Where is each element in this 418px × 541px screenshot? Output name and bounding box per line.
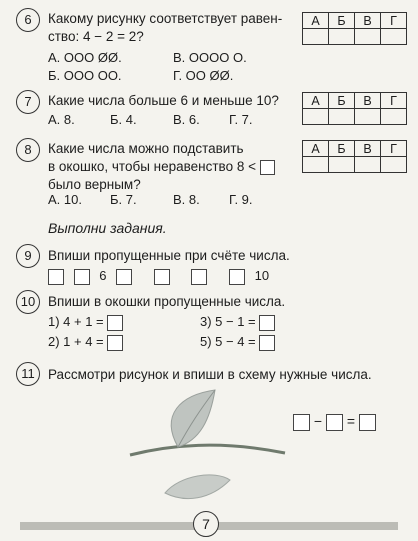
option-b: Б. ООО ОО. xyxy=(48,68,122,83)
equation: 5) 5 − 4 = xyxy=(200,334,275,351)
answer-box[interactable] xyxy=(229,269,245,285)
answer-header-v: В xyxy=(355,13,381,29)
answer-box[interactable] xyxy=(259,315,275,331)
option-a: А. ООО ØØ. xyxy=(48,50,122,65)
question-text: Какие числа можно подставить в окошко, чтобы неравенство 8 < было верным? xyxy=(48,140,275,194)
option-v: В. 8. xyxy=(173,192,200,207)
known-number: 6 xyxy=(99,268,107,283)
answer-grid[interactable] xyxy=(302,140,407,173)
answer-box[interactable] xyxy=(116,269,132,285)
question-number: 9 xyxy=(16,244,40,268)
answer-cell[interactable] xyxy=(329,29,355,45)
question-text: Какому рисунку соответствует равен- ство: 4 − 2 = 2? xyxy=(48,11,283,44)
branch-with-leaves-illustration xyxy=(120,385,290,505)
known-number: 10 xyxy=(254,268,270,283)
answer-cell[interactable] xyxy=(329,109,355,125)
answer-cell[interactable] xyxy=(355,109,381,125)
answer-header-g: Г xyxy=(381,93,407,109)
answer-cell[interactable] xyxy=(303,29,329,45)
answer-box[interactable] xyxy=(259,335,275,351)
equation: 2) 1 + 4 = xyxy=(48,334,123,351)
question-text: Какие числа больше 6 и меньше 10? xyxy=(48,93,279,108)
answer-box[interactable] xyxy=(107,315,123,331)
question-number: 11 xyxy=(16,362,40,386)
equation: 1) 4 + 1 = xyxy=(48,314,123,331)
answer-cell[interactable] xyxy=(303,157,329,173)
option-v: В. 6. xyxy=(173,112,200,127)
option-b: Б. 4. xyxy=(110,112,137,127)
answer-cell[interactable] xyxy=(381,109,407,125)
answer-box[interactable] xyxy=(191,269,207,285)
option-g: Г. 9. xyxy=(229,192,253,207)
answer-header-g: Г xyxy=(381,141,407,157)
equation: 3) 5 − 1 = xyxy=(200,314,275,331)
answer-cell[interactable] xyxy=(355,29,381,45)
counting-row xyxy=(48,268,269,285)
scheme-box[interactable] xyxy=(359,414,376,431)
answer-cell[interactable] xyxy=(381,29,407,45)
option-g: Г. 7. xyxy=(229,112,253,127)
section-title: Выполни задания. xyxy=(48,220,167,236)
question-text: Впиши пропущенные при счёте числа. xyxy=(48,248,290,263)
answer-grid[interactable] xyxy=(302,12,407,45)
answer-cell[interactable] xyxy=(381,157,407,173)
question-number: 7 xyxy=(16,90,40,114)
inequality-box[interactable] xyxy=(260,160,275,175)
question-number: 10 xyxy=(16,290,40,314)
answer-header-a: А xyxy=(303,13,329,29)
answer-box[interactable] xyxy=(74,269,90,285)
answer-box[interactable] xyxy=(154,269,170,285)
answer-box[interactable] xyxy=(107,335,123,351)
answer-header-b: Б xyxy=(329,13,355,29)
scheme xyxy=(293,413,376,431)
scheme-box[interactable] xyxy=(326,414,343,431)
option-a: А. 8. xyxy=(48,112,75,127)
minus-sign: − xyxy=(313,413,323,429)
option-v: В. ОООО О. xyxy=(173,50,247,65)
question-text: Рассмотри рисунок и впиши в схему нужные числа. xyxy=(48,367,372,382)
option-g: Г. ОО ØØ. xyxy=(173,68,234,83)
answer-header-v: В xyxy=(355,93,381,109)
question-text: Впиши в окошки пропущенные числа. xyxy=(48,294,286,309)
option-a: А. 10. xyxy=(48,192,82,207)
answer-cell[interactable] xyxy=(329,157,355,173)
answer-header-a: А xyxy=(303,93,329,109)
stem xyxy=(130,445,285,455)
answer-header-a: А xyxy=(303,141,329,157)
answer-header-b: Б xyxy=(329,93,355,109)
option-b: Б. 7. xyxy=(110,192,137,207)
question-number: 8 xyxy=(16,138,40,162)
answer-box[interactable] xyxy=(48,269,64,285)
scheme-box[interactable] xyxy=(293,414,310,431)
answer-header-g: Г xyxy=(381,13,407,29)
answer-grid[interactable] xyxy=(302,92,407,125)
lower-leaf xyxy=(165,475,230,499)
page-number: 7 xyxy=(193,511,219,537)
answer-cell[interactable] xyxy=(303,109,329,125)
answer-header-v: В xyxy=(355,141,381,157)
answer-cell[interactable] xyxy=(355,157,381,173)
question-number: 6 xyxy=(16,8,40,32)
equals-sign: = xyxy=(346,413,356,429)
answer-header-b: Б xyxy=(329,141,355,157)
